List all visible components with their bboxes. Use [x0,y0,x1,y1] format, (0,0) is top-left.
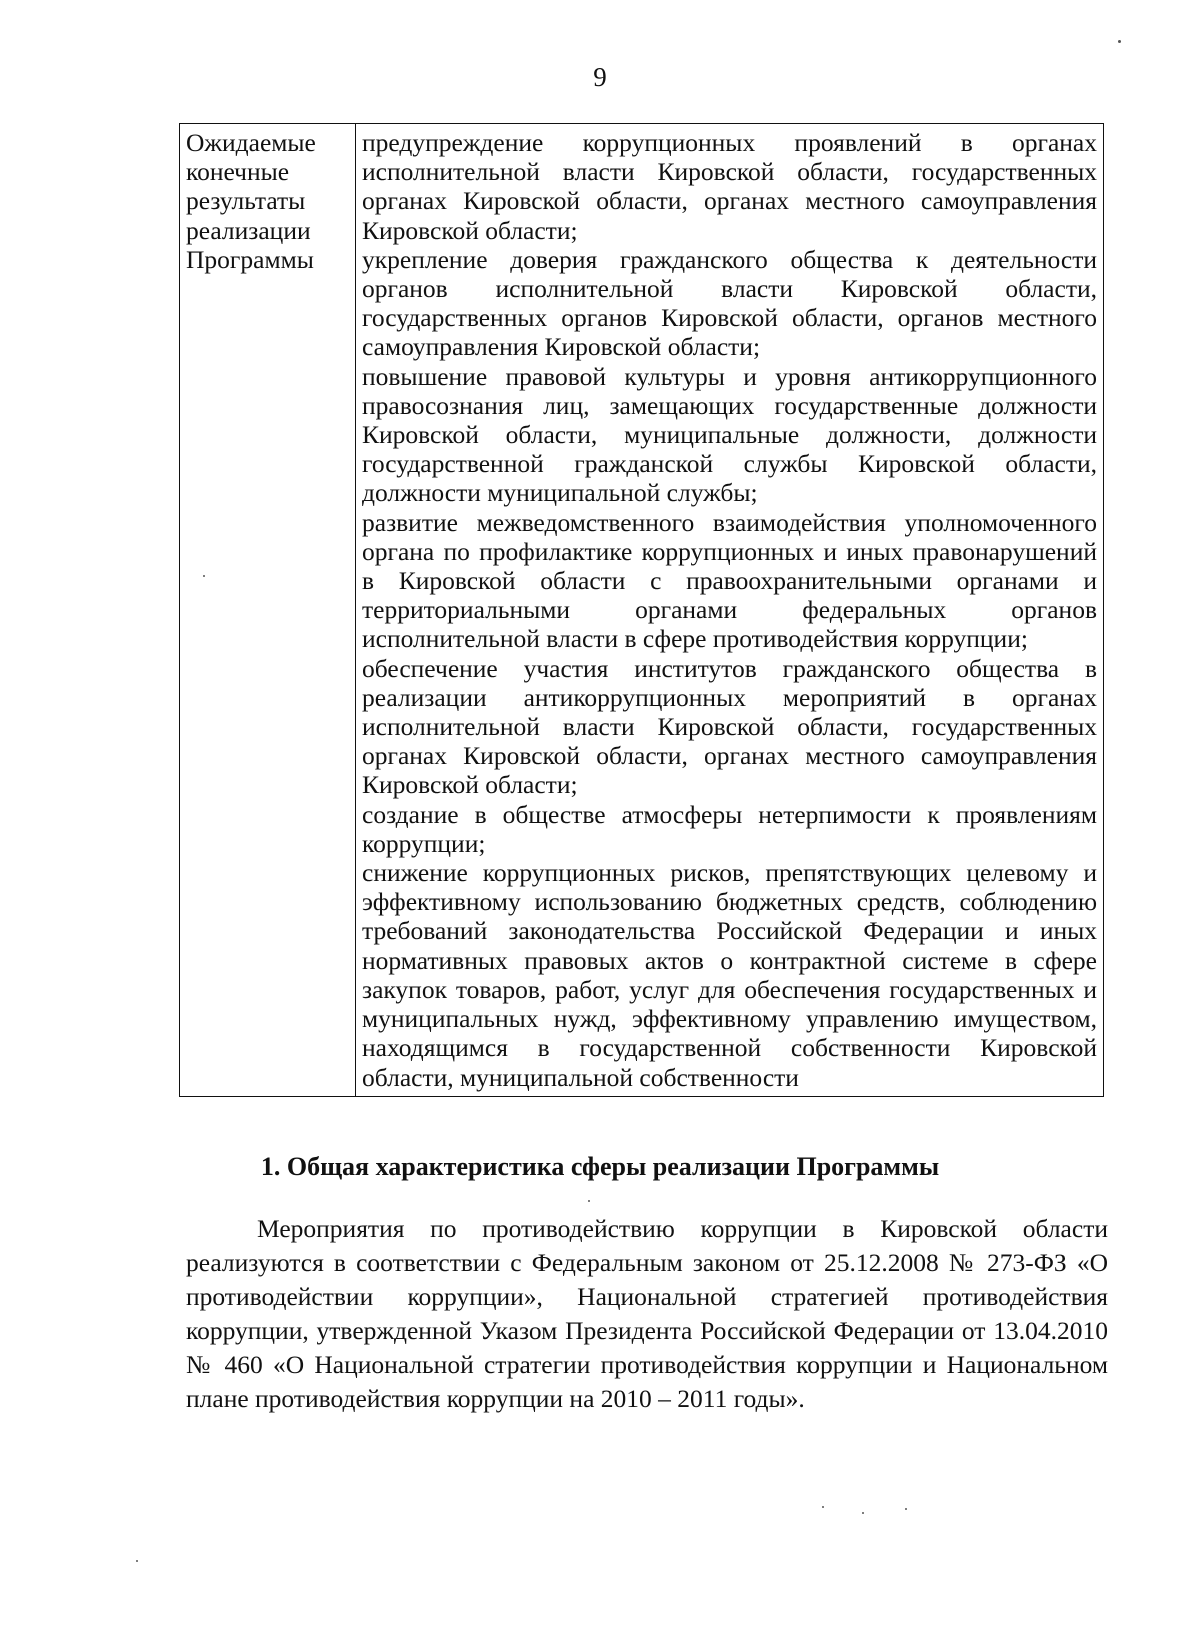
label-line: реализации [186,215,311,245]
result-item: предупреждение коррупционных проявлений в органах исполнительной власти Кировской области, государственных органах Кировской области, органах местного самоуправления Кировской области; [362,128,1097,245]
label-line: конечные [186,157,290,187]
result-item: создание в обществе атмосферы нетерпимости к проявлениям коррупции; [362,799,1097,858]
program-passport-table [179,123,1104,1097]
body-paragraph: Мероприятия по противодействию коррупции в Кировской области реализуются в соответствии с Федеральным законом от 25.12.2008 № 273-ФЗ «О противодействии коррупции», Национальной стратегией противодействия коррупции, утвержденной Указом Президента Российской Федерации от 13.04.2010 № 460 «О Национальной стратегии противодействия коррупции и Национальном плане противодействия коррупции на 2010 – 2011 годы». [186,1214,1108,1413]
result-item: повышение правовой культуры и уровня антикоррупционного правосознания лиц, замещающих государственные должности Кировской области, муниципальные должности, должности государственной гражданской службы Кировской области, должности муниципальной службы; [362,361,1097,508]
scan-speck [862,1512,864,1514]
result-item: укрепление доверия гражданского общества к деятельности органов исполнительной власти Кировской области, государственных органов Кировской области, органов местного самоуправления Кировской области; [362,244,1097,362]
page-number: 9 [593,62,607,92]
scan-speck [1118,40,1121,43]
expected-results-label-cell [180,124,356,1097]
table-row [180,124,1104,1097]
scan-speck [136,1560,138,1562]
scan-speck [905,1508,907,1510]
scan-speck [822,1506,824,1508]
label-line: Ожидаемые [186,128,316,157]
result-item: снижение коррупционных рисков, препятствующих целевому и эффективному использованию бюджетных средств, соблюдению требований законодательства Российской Федерации и иных нормативных правовых актов о контрактной системе в сфере закупок товаров, работ, услуг для обеспечения государственных и муниципальных нужд, эффективному управлению имуществом, находящимся в государственной собственности Кировской области, муниципальной собственности [362,858,1097,1092]
result-item: обеспечение участия институтов гражданского общества в реализации антикоррупционных мероприятий в органах исполнительной власти Кировской области, государственных органах Кировской области, органах местного самоуправления Кировской области; [362,653,1097,800]
scan-speck [203,575,205,577]
scan-speck [588,1200,590,1202]
expected-results-value-cell [356,124,1104,1097]
label-line: результаты [186,186,306,216]
section-heading: 1. Общая характеристика сферы реализации Программы [260,1152,940,1181]
label-line: Программы [186,244,314,274]
result-item: развитие межведомственного взаимодействия уполномоченного органа по профилактике коррупционных и иных правонарушений в Кировской области с правоохранительными органами и территориальными органами федеральных органов исполнительной власти в сфере противодействия коррупции; [362,507,1097,654]
